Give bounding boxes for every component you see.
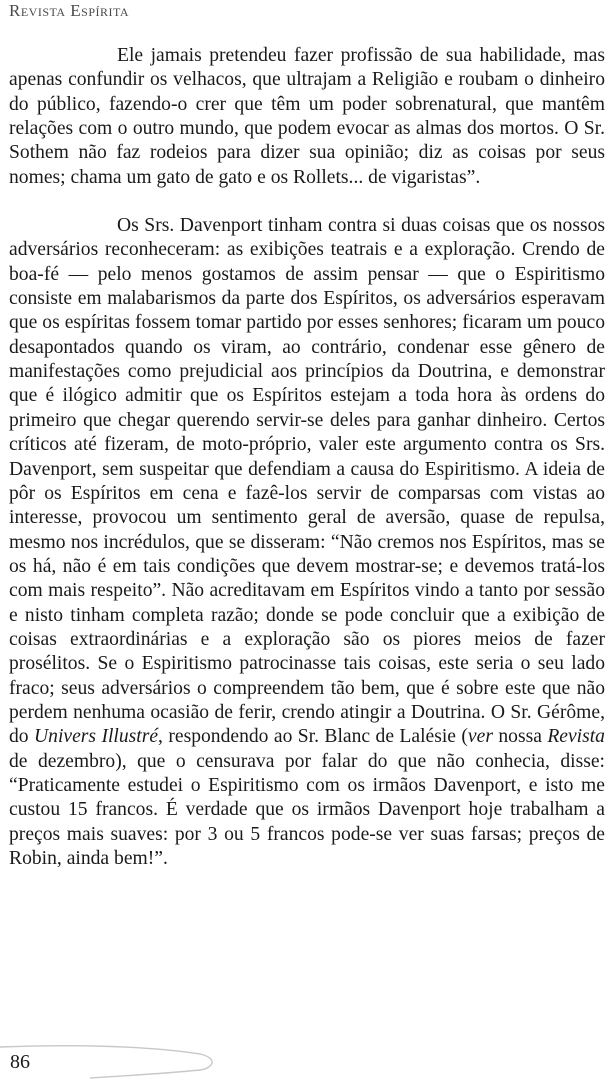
italic-title: Revista [547, 726, 605, 748]
paragraph-text: nossa [492, 726, 548, 748]
paragraph-text: , respondendo ao Sr. Blanc de Lalésie ( [158, 726, 468, 748]
paragraph [9, 44, 605, 190]
paragraph-text: de dezembro), que o censurava por falar do que não conhecia, disse: “Praticamente estudei o Espiritismo com os irmãos Davenport, e isto me custou 15 francos. É verdade que os irmãos Davenport hoje trabalham a preços mais suaves: por 3 ou 5 francos pode-se ver suas farsas; preços de Robin, ainda bem!”. [9, 750, 605, 869]
page-number: 86 [10, 1051, 30, 1073]
running-title: Revista Espírita [9, 1, 130, 20]
paragraph [9, 214, 605, 871]
italic-word: ver [467, 726, 493, 748]
body-text [9, 44, 605, 871]
paragraph-text: Ele jamais pretendeu fazer profissão de sua habilidade, mas apenas confundir os velhacos, que ultrajam a Religião e roubam o dinheiro do público, fazendo-o crer que têm um poder sobrenatural, que mantêm relações com o outro mundo, que podem evocar as almas dos mortos. O Sr. Sothem não faz rodeios para dizer sua opinião; diz as coisas por seus nomes; chama um gato de gato e os Rollets... de vigaristas”. [9, 45, 605, 188]
page-corner-ornament [0, 1030, 230, 1079]
italic-title: Univers Illustré [34, 726, 159, 748]
paragraph-text: Os Srs. Davenport tinham contra si duas coisas que os nossos adversários reconheceram: as exibições teatrais e a exploração. Crendo de boa-fé — pelo menos gostamos de assim pensar — que o Espiritismo consiste em malabarismos da parte dos Espíritos, os adversários esperavam que os espíritas fossem tomar partido por esses senhores; ficaram um pouco desapontados quando os viram, ao contrário, condenar esse gênero de manifestações como prejudicial aos princípios da Doutrina, e demonstrar que é ilógico admitir que os Espíritos estejam a toda hora às ordens do primeiro que chegar querendo servir-se deles para ganhar dinheiro. Certos críticos até fizeram, de moto-próprio, valer este argumento contra os Srs. Davenport, sem suspeitar que defendiam a causa do Espiritismo. A ideia de pôr os Espíritos em cena e fazê-los servir de comparsas com vistas ao interesse, provocou um sentimento geral de aversão, quase de repulsa, mesmo nos incrédulos, que se disseram: “Não cremos nos Espíritos, mas se os há, não é em tais condições que devem mostrar-se; e devemos tratá-los com mais respeito”. Não acreditavam em Espíritos vindo a tanto por sessão e nisto tinham completa razão; donde se pode concluir que a exibição de coisas extraordinárias e a exploração são os piores meios de fazer prosélitos. Se o Espiritismo patrocinasse tais coisas, este seria o seu lado fraco; seus adversários o compreendem tão bem, que é sobre este que não perdem nenhuma ocasião de ferir, crendo atingir a Doutrina. O Sr. Gérôme, do [9, 215, 605, 748]
